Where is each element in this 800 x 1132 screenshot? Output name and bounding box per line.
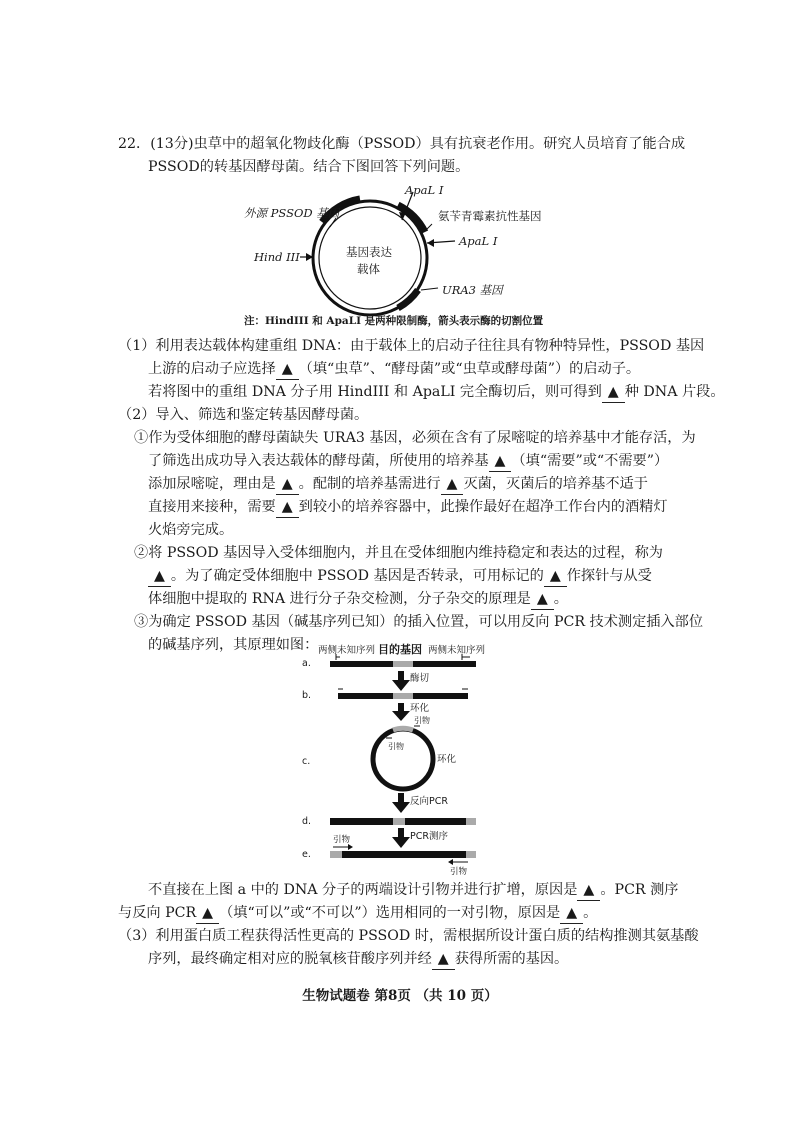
row-label-c: c.: [302, 756, 311, 767]
part2-s1-line-1: ①作为受体细胞的酵母菌缺失 URA3 基因，必须在含有了尿嘧啶的培养基中才能存活，为: [134, 430, 696, 446]
pcr-top-right: 两侧未知序列: [428, 645, 486, 656]
after-pcr-line-2: 与反向 PCR ▲ （填“可以”或“不可以”）选用相同的一对引物，原因是 ▲ 。: [118, 903, 597, 924]
answer-blank[interactable]: ▲: [432, 949, 455, 970]
part2-s1-line-4: 直接用来接种，需要 ▲ 到较小的培养容器中，此操作最好在超净工作台内的酒精灯: [148, 497, 668, 518]
part2-s3-line-2: 的碱基序列，其原理如图：: [148, 637, 319, 653]
part2-s2-line-3: 体细胞中提取的 RNA 进行分子杂交检测，分子杂交的原理是 ▲ 。: [148, 589, 568, 610]
answer-blank[interactable]: ▲: [276, 497, 299, 518]
answer-blank[interactable]: ▲: [276, 359, 299, 380]
answer-blank[interactable]: ▲: [531, 589, 554, 610]
label-apal-right: ApaL I: [459, 234, 498, 248]
row-label-e: e.: [302, 849, 311, 860]
part3-line-1: （3）利用蛋白质工程获得活性更高的 PSSOD 时，需根据所设计蛋白质的结构推测其氨基酸: [118, 928, 699, 944]
question-line-2: PSSOD的转基因酵母菌。结合下图回答下列问题。: [148, 159, 470, 175]
pcr-top-mid: 目的基因: [378, 643, 422, 656]
answer-blank[interactable]: ▲: [489, 451, 512, 472]
arrow-label-pcr-seq: PCR测序: [410, 831, 448, 842]
part1-line-1: （1）利用表达载体构建重组 DNA：由于载体上的启动子往往具有物种特异性，PSSOD 基因: [118, 338, 705, 354]
label-center-1: 基因表达: [346, 245, 392, 259]
label-center-2: 载体: [357, 262, 380, 276]
label-hindiii: Hind III: [254, 250, 300, 264]
answer-blank[interactable]: ▲: [577, 880, 600, 901]
label-apal-top: ApaL I: [405, 183, 444, 197]
label-pssod-gene: 外源 PSSOD 基因: [244, 206, 340, 220]
part2-s3-line-1: ③为确定 PSSOD 基因（碱基序列已知）的插入位置，可以用反向 PCR 技术测定插入部位: [134, 614, 704, 630]
part2-s1-line-5: 火焰旁完成。: [148, 522, 234, 538]
arrow-label-digest: 酶切: [410, 673, 430, 684]
answer-blank[interactable]: ▲: [276, 474, 299, 495]
part1-line-3: 若将图中的重组 DNA 分子用 HindIII 和 ApaLI 完全酶切后，则可得到 ▲ 种 DNA 片段。: [148, 382, 725, 403]
page-footer: 生物试题卷 第8页 （共 10 页）: [302, 988, 498, 1004]
answer-blank[interactable]: ▲: [602, 382, 625, 403]
part2-s1-line-2: 了筛选出成功导入表达载体的酵母菌，所使用的培养基 ▲ （填“需要”或“不需要”）: [148, 451, 668, 472]
answer-blank[interactable]: ▲: [441, 474, 464, 495]
answer-blank[interactable]: ▲: [560, 903, 583, 924]
circle-label: 环化: [437, 754, 457, 765]
primer-small-1: 引物: [414, 716, 430, 725]
label-ura3: URA3 基因: [442, 283, 503, 297]
part1-line-2: 上游的启动子应选择 ▲ （填“虫草”、“酵母菌”或“虫草或酵母菌”）的启动子。: [148, 359, 640, 380]
question-line-1: 22．(13分)虫草中的超氧化物歧化酶（PSSOD）具有抗衰老作用。研究人员培育了能合成: [118, 136, 686, 152]
answer-blank[interactable]: ▲: [148, 566, 171, 587]
part2-s2-line-2: ▲ 。为了确定受体细胞中 PSSOD 基因是否转录，可用标记的 ▲ 作探针与从受: [148, 566, 652, 587]
primer-e-left: 引物: [333, 835, 351, 845]
part3-line-2: 序列，最终确定相对应的脱氧核苷酸序列并经 ▲ 获得所需的基因。: [148, 949, 568, 970]
part2-heading: （2）导入、筛选和鉴定转基因酵母菌。: [118, 407, 369, 423]
after-pcr-line-1: 不直接在上图 a 中的 DNA 分子的两端设计引物并进行扩增，原因是 ▲ 。PCR 测序: [148, 880, 679, 901]
plasmid-note: 注：HindIII 和 ApaLI 是两种限制酶，箭头表示酶的切割位置: [244, 315, 544, 327]
primer-small-2: 引物: [388, 742, 404, 751]
row-label-a: a.: [302, 658, 311, 669]
row-label-b: b.: [302, 690, 312, 701]
answer-blank[interactable]: ▲: [544, 566, 567, 587]
part2-s2-line-1: ②将 PSSOD 基因导入受体细胞内，并且在受体细胞内维持稳定和表达的过程，称为: [134, 545, 663, 561]
row-label-d: d.: [302, 816, 312, 827]
arrow-label-circularize: 环化: [410, 703, 430, 714]
primer-e-right: 引物: [450, 867, 468, 877]
arrow-label-inverse-pcr: 反向PCR: [410, 796, 448, 807]
label-amp-resistance: 氨苄青霉素抗性基因: [438, 209, 542, 223]
answer-blank[interactable]: ▲: [196, 903, 219, 924]
pcr-top-left: 两侧未知序列: [318, 645, 376, 656]
part2-s1-line-3: 添加尿嘧啶，理由是 ▲ 。配制的培养基需进行 ▲ 灭菌，灭菌后的培养基不适于: [148, 474, 648, 495]
